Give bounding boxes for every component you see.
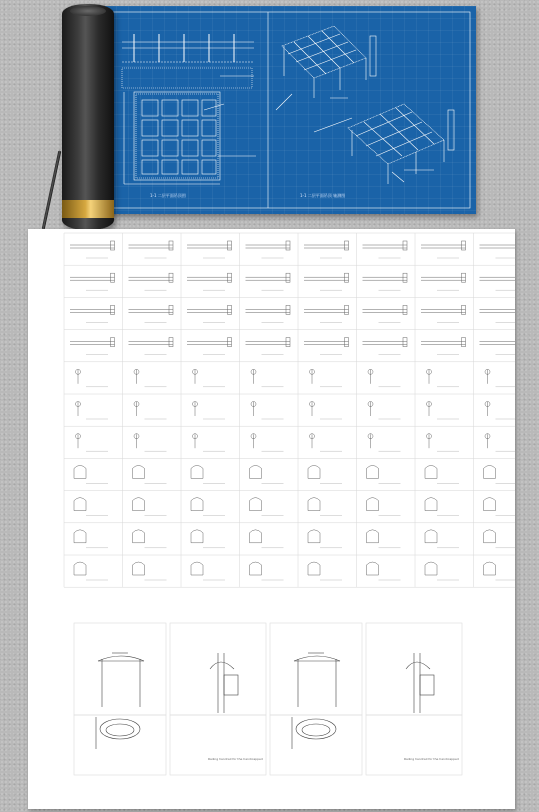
blueprint-drawing <box>104 6 476 214</box>
detail-drawings <box>28 229 515 809</box>
detail-sheet <box>28 229 515 809</box>
sheet-caption-left: Railing handrail for the handicapped <box>208 757 263 761</box>
sheet-caption-right: Railing handrail for the handicapped <box>404 757 459 761</box>
blueprint-left-caption: 1-1 二层平面吊顶图 <box>150 193 186 198</box>
blueprint-sheet <box>104 6 476 214</box>
blueprint-right-caption: 1-1 二层平面吊顶 轴测图 <box>300 193 346 198</box>
pen-icon <box>42 151 62 230</box>
rolled-paper <box>62 4 114 230</box>
